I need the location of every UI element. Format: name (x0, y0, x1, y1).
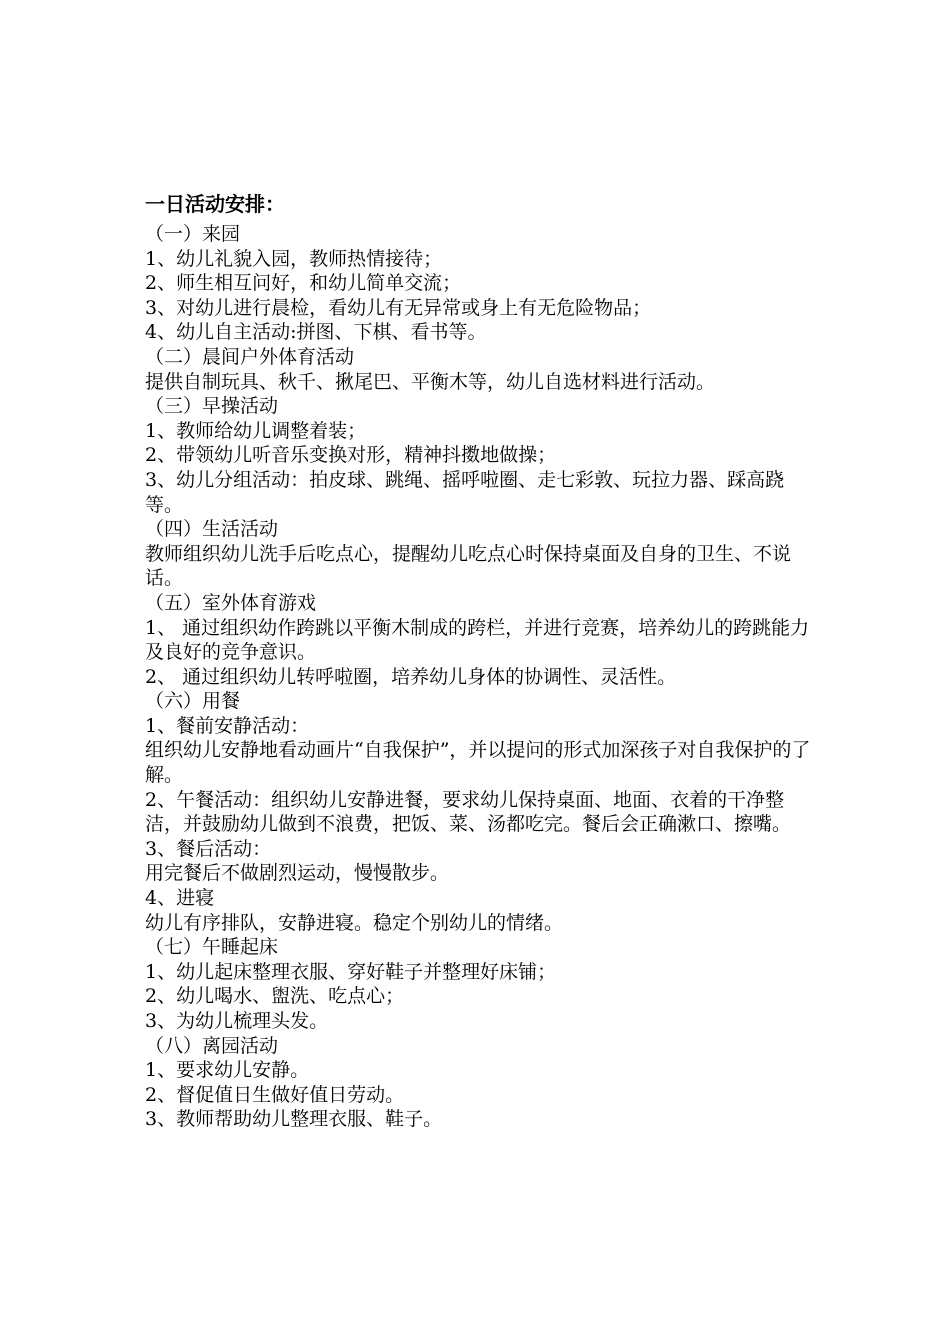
paragraph-line: 用完餐后不做剧烈运动，慢慢散步。 (145, 862, 450, 885)
paragraph-line: 1、教师给幼儿调整着装； (145, 419, 367, 442)
paragraph-line: 组织幼儿安静地看动画片“自我保护”，并以提问的形式加深孩子对自我保护的了解。 (145, 739, 811, 787)
paragraph-line: 4、进寝 (145, 887, 215, 910)
paragraph-line: 3、为幼儿梳理头发。 (145, 1010, 329, 1032)
paragraph-line: 教师组织幼儿洗手后吃点心，提醒幼儿吃点心时保持桌面及自身的卫生、不说话。 (145, 542, 792, 590)
paragraph-line: 1、要求幼儿安静。 (145, 1059, 310, 1082)
paragraph-line: 提供自制玩具、秋千、揪尾巴、平衡木等，幼儿自选材料进行活动。 (145, 370, 716, 393)
paragraph-line: 2、幼儿喝水、盥洗、吃点心； (145, 985, 405, 1008)
paragraph-line: 3、幼儿分组活动：拍皮球、跳绳、摇呼啦圈、走七彩敦、玩拉力器、踩高跷等。 (145, 468, 785, 516)
section-heading: （二）晨间户外体育活动 (145, 345, 355, 368)
paragraph-line: 2、带领幼儿听音乐变换对形，精神抖擞地做操； (145, 444, 557, 467)
paragraph-line: 2、师生相互问好，和幼儿简单交流； (145, 272, 462, 295)
document-title: 一日活动安排： (145, 192, 285, 216)
paragraph-line: 2、午餐活动：组织幼儿安静进餐，要求幼儿保持桌面、地面、衣着的干净整洁，并鼓励幼儿做到不浪费，把饭、菜、汤都吃完。餐后会正确漱口、擦嘴。 (145, 788, 792, 836)
section-heading: （八）离园活动 (145, 1034, 279, 1057)
section-heading: （五）室外体育游戏 (145, 591, 317, 614)
section-heading: （六）用餐 (145, 690, 241, 713)
paragraph-line: 1、餐前安静活动： (145, 714, 310, 737)
paragraph-line: 4、幼儿自主活动:拼图、下棋、看书等。 (145, 321, 487, 344)
paragraph-line: 幼儿有序排队，安静进寝。稳定个别幼儿的情绪。 (145, 911, 564, 934)
section-heading: （三）早操活动 (145, 395, 279, 418)
paragraph-line: 3、对幼儿进行晨检，看幼儿有无异常或身上有无危险物品； (145, 296, 652, 319)
paragraph-line: 1、 通过组织幼作跨跳以平衡木制成的跨栏，并进行竞赛，培养幼儿的跨跳能力及良好的竞争意识。 (145, 616, 810, 664)
section-heading: （四）生活活动 (145, 518, 279, 541)
document-body (145, 222, 815, 1132)
paragraph-line: 2、督促值日生做好值日劳动。 (145, 1083, 405, 1106)
paragraph-line: 3、餐后活动： (145, 837, 272, 860)
document-page (145, 190, 815, 1132)
paragraph-line: 3、教师帮助幼儿整理衣服、鞋子。 (145, 1108, 443, 1131)
paragraph-line: 1、幼儿礼貌入园，教师热情接待； (145, 247, 443, 270)
paragraph-line: 1、幼儿起床整理衣服、穿好鞋子并整理好床铺； (145, 960, 557, 983)
section-heading: （一）来园 (145, 223, 241, 245)
section-heading: （七）午睡起床 (145, 936, 279, 959)
paragraph-line: 2、 通过组织幼儿转呼啦圈，培养幼儿身体的协调性、灵活性。 (145, 665, 677, 688)
